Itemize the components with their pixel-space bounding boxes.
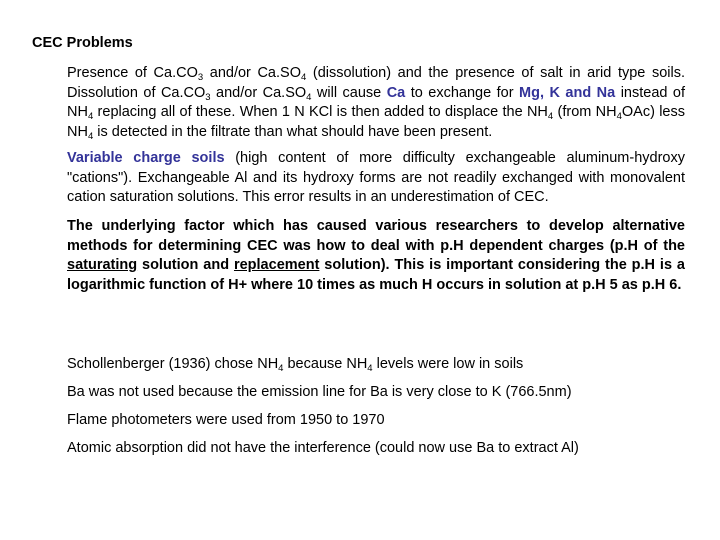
line-text: Schollenberger (1936) chose NH [67,356,279,372]
line-atomic-absorption: Atomic absorption did not have the interference (could now use Ba to extract Al) [67,440,579,456]
subscript: 4 [300,72,307,83]
subscript: 4 [306,91,312,103]
subscript: 4 [87,130,94,142]
paragraph-presence-of-salts [67,64,685,142]
subscript: 4 [367,363,373,374]
subscript: 4 [616,111,622,122]
p1-text: will cause [311,84,387,101]
paragraph-variable-charge-soils [67,149,685,208]
subscript: 3 [205,91,211,103]
p1-text: and/or Ca.SO [203,65,301,81]
page-title: CEC Problems [32,35,133,51]
p1-text: (from NH [553,104,617,120]
p1-text: is detected in the filtrate than what should have been present. [93,123,493,140]
p1-text: to exchange for [405,84,520,101]
underlined-replacement: replacement [233,257,320,273]
p2-text: (high content of more difficulty exchangeable aluminum-hydroxy "cations"). Exchangeable Al and its hydroxy forms are not readily exchanged with monovalent cation saturation solutions. This error results in an underestimation of CEC. [67,150,685,205]
p1-text: OAc) less NH [67,104,685,140]
highlight-variable-charge-soils: Variable charge soils [67,150,225,166]
line-ba-not-used: Ba was not used because the emission line for Ba is very close to K (766.5nm) [67,384,572,400]
line-schollenberger [67,356,523,372]
paragraph-underlying-factor [67,217,685,295]
p3-text: solution and [137,257,234,273]
highlight-ca: Ca [386,84,406,101]
p1-text: (dissolution) and the presence of salt in arid type soils. Dissolution of Ca.CO [67,65,685,101]
highlight-mg-k-na: Mg, K and Na [519,84,616,101]
p1-text: replacing all of these. When 1 N KCl is then added to displace the NH [93,104,548,120]
p3-text: The underlying factor which has caused various researchers to develop alternative methods for determining CEC was how to deal with p.H dependent charges (p.H of the [67,218,685,254]
p1-text: Presence of Ca.CO [67,65,198,81]
subscript: 4 [278,363,284,374]
line-text: levels were low in soils [372,356,524,372]
p1-text: and/or Ca.SO [210,84,307,101]
p1-text: instead of NH [67,84,686,120]
subscript: 4 [87,111,94,122]
line-text: because NH [283,356,368,372]
subscript: 3 [197,72,204,83]
underlined-saturating: saturating [67,257,138,273]
line-flame-photometers: Flame photometers were used from 1950 to 1970 [67,412,385,428]
subscript: 4 [547,111,554,122]
p3-text: solution). This is important considering the p.H is a logarithmic function of H+ where 10 times as much H occurs in solution at p.H 5 as p.H 6. [67,257,685,293]
